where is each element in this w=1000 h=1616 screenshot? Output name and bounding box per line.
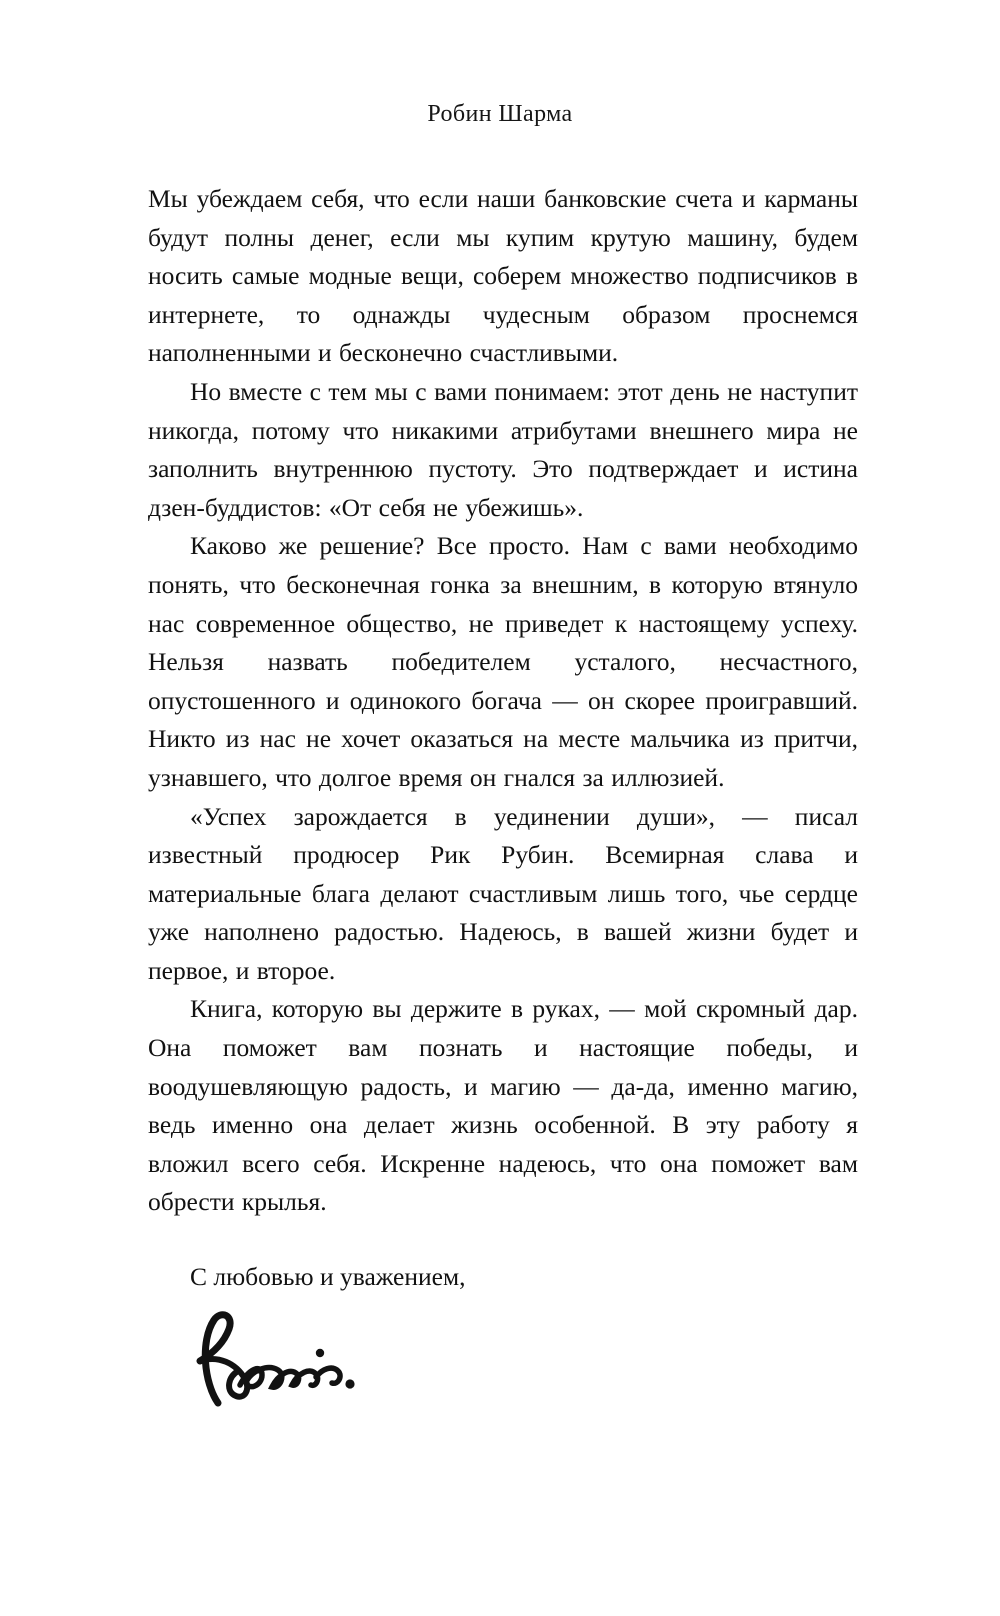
paragraph-1: Мы убеждаем себя, что если наши банковские счета и карманы будут полны денег, если мы купим крутую машину, будем носить самые модные вещи, соберем множество подписчиков в интернете, то однажды чудесным образом проснемся наполненными и бесконечно счастливыми. [148,184,858,368]
signature [182,1307,858,1417]
closing-line: С любовью и уважением, [190,1262,466,1292]
signature-image [182,1307,372,1415]
paragraph-4: «Успех зарождается в уединении души», — писал известный продюсер Рик Рубин. Всемирная слава и материальные блага делают счастливым лишь того, чье сердце уже наполнено радостью. Надеюсь, в вашей жизни будет и первое, и второе. [148,801,858,985]
page-body [148,180,858,1417]
paragraph-3: Каково же решение? Все просто. Нам с вами необходимо понять, что бесконечная гонка за внешним, в которую втянуло нас современное общество, не приведет к настоящему успеху. Нельзя назвать победителем усталого, несчастного, опустошенного и одинокого богача — он скорее проигравший. Никто из нас не хочет оказаться на месте мальчика из притчи, узнавшего, что долгое время он гнался за иллюзией. [148,531,858,792]
paragraph-2: Но вместе с тем мы с вами понимаем: этот день не наступит никогда, потому что никакими атрибутами внешнего мира не заполнить внутреннюю пустоту. Это подтверждает и истина дзен-буддистов: «От себя не убежишь». [148,376,858,522]
running-header: Робин Шарма [427,101,573,127]
paragraph-5: Книга, которую вы держите в руках, — мой скромный дар. Она поможет вам познать и настоящие победы, и воодушевляющую радость, и магию — да-да, именно магию, ведь именно она делает жизнь особенной. В эту работу я вложил всего себя. Искренне надеюсь, что она поможет вам обрести крылья. [148,994,858,1217]
